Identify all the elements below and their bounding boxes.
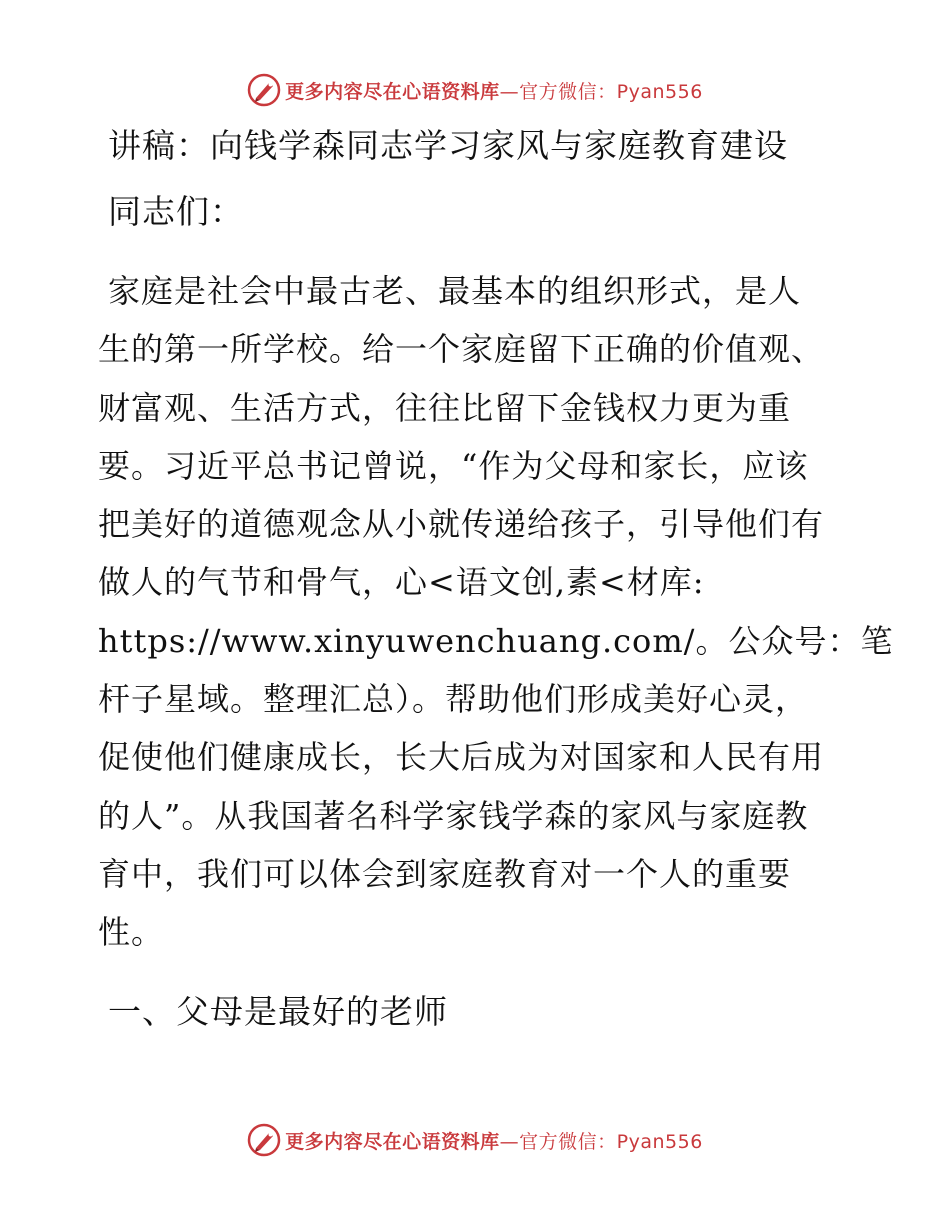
header-watermark-banner xyxy=(0,70,950,110)
paragraph-line: 促使他们健康成长，长大后成为对国家和人民有用 xyxy=(98,738,825,777)
document-body xyxy=(98,118,894,1040)
banner-wechat-text: 官方微信：Pyan556 xyxy=(519,80,703,103)
body-paragraph xyxy=(98,262,894,962)
paragraph-line: 把美好的道德观念从小就传递给孩子，引导他们有 xyxy=(98,505,825,544)
pen-logo-icon xyxy=(247,1123,281,1157)
paragraph-line: 要。习近平总书记曾说，“作为父母和家长，应该 xyxy=(98,446,809,485)
greeting: 同志们： xyxy=(108,192,244,231)
section-heading: 一、父母是最好的老师 xyxy=(108,991,448,1031)
paragraph-line: 性。 xyxy=(98,913,165,952)
banner-site-text: 更多内容尽在心语资料库 xyxy=(285,1130,500,1153)
paragraph-line: 育中，我们可以体会到家庭教育对一个人的重要 xyxy=(98,854,792,893)
paragraph-line: https://www.xinyuwenchuang.com/。公众号：笔 xyxy=(98,621,894,660)
pen-logo-icon xyxy=(247,73,281,107)
document-title: 讲稿：向钱学森同志学习家风与家庭教育建设 xyxy=(108,126,788,165)
paragraph-line: 生的第一所学校。给一个家庭留下正确的价值观、 xyxy=(98,330,825,369)
paragraph-line: 家庭是社会中最古老、最基本的组织形式，是人 xyxy=(108,272,802,310)
banner-dash: — xyxy=(499,80,520,103)
banner-wechat-text: 官方微信：Pyan556 xyxy=(519,1130,703,1153)
paragraph-line: 财富观、生活方式，往往比留下金钱权力更为重 xyxy=(98,388,792,427)
footer-watermark-banner xyxy=(0,1120,950,1160)
banner-dash: — xyxy=(499,1130,520,1153)
paragraph-line: 杆子星域。整理汇总）。帮助他们形成美好心灵， xyxy=(98,680,809,719)
banner-site-text: 更多内容尽在心语资料库 xyxy=(285,80,500,103)
paragraph-line: 的人”。从我国著名科学家钱学森的家风与家庭教 xyxy=(98,796,809,835)
paragraph-line: 做人的气节和骨气，心<语文创,素<材库: xyxy=(98,563,705,602)
